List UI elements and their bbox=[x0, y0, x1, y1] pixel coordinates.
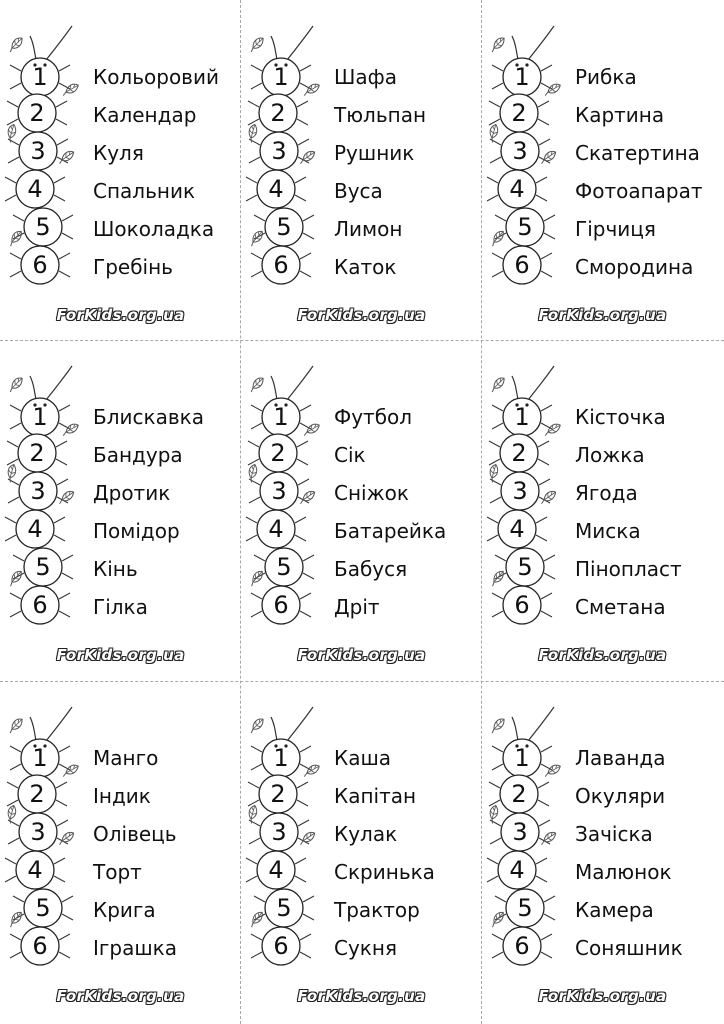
segment-number: 1 bbox=[514, 403, 530, 431]
word-item: Кулак bbox=[334, 822, 398, 846]
word-item: Бабуся bbox=[334, 557, 408, 581]
word-item: Кінь bbox=[93, 557, 138, 581]
segment-number: 2 bbox=[511, 99, 527, 127]
word-card bbox=[0, 340, 241, 680]
antenna-right bbox=[287, 707, 313, 741]
segment-number: 1 bbox=[514, 63, 530, 91]
leaf-icon bbox=[61, 82, 81, 96]
segment-number: 1 bbox=[32, 403, 48, 431]
word-item: Крига bbox=[93, 898, 156, 922]
leaf-icon bbox=[6, 36, 25, 53]
segment-number: 6 bbox=[32, 932, 48, 960]
word-item: Дротик bbox=[93, 481, 171, 505]
leaf-icon bbox=[6, 717, 25, 734]
leaf-icon bbox=[488, 376, 507, 393]
segment-number: 5 bbox=[517, 213, 533, 241]
word-item: Картина bbox=[575, 103, 665, 127]
word-item: Дріт bbox=[334, 595, 380, 619]
segment-number: 2 bbox=[511, 439, 527, 467]
word-item: Спальник bbox=[93, 179, 196, 203]
leaf-icon bbox=[543, 763, 563, 777]
word-item: Індик bbox=[93, 784, 151, 808]
antenna-left bbox=[271, 36, 277, 60]
antenna-right bbox=[528, 366, 554, 400]
segment-number: 3 bbox=[512, 818, 528, 846]
segment-number: 3 bbox=[30, 477, 46, 505]
word-item: Скатертина bbox=[575, 141, 700, 165]
segment-number: 3 bbox=[271, 818, 287, 846]
word-item: Гірчиця bbox=[575, 217, 656, 241]
segment-number: 4 bbox=[27, 856, 43, 884]
word-item: Скринька bbox=[334, 860, 435, 884]
antenna-left bbox=[30, 717, 36, 741]
segment-number: 1 bbox=[273, 403, 289, 431]
word-item: Каток bbox=[334, 255, 397, 279]
leaf-icon bbox=[543, 422, 563, 436]
word-item: Малюнок bbox=[575, 860, 672, 884]
word-item: Сметана bbox=[575, 595, 666, 619]
word-item: Манго bbox=[93, 746, 159, 770]
word-item: Рушник bbox=[334, 141, 415, 165]
leaf-icon bbox=[302, 422, 322, 436]
segment-number: 2 bbox=[511, 780, 527, 808]
segment-number: 5 bbox=[276, 894, 292, 922]
word-item: Помідор bbox=[93, 519, 180, 543]
antenna-right bbox=[287, 26, 313, 60]
segment-number: 4 bbox=[268, 856, 284, 884]
leaf-icon bbox=[247, 229, 265, 247]
segment-number: 4 bbox=[27, 175, 43, 203]
segment-number: 6 bbox=[32, 251, 48, 279]
segment-number: 6 bbox=[514, 932, 530, 960]
word-item: Іграшка bbox=[93, 936, 177, 960]
word-item: Каша bbox=[334, 746, 392, 770]
antenna-left bbox=[30, 36, 36, 60]
antenna-right bbox=[46, 707, 72, 741]
segment-number: 2 bbox=[29, 99, 45, 127]
leaf-icon bbox=[488, 36, 507, 53]
leaf-icon bbox=[247, 717, 266, 734]
site-footer-text: ForKids.org.ua bbox=[297, 646, 426, 664]
word-item: Соняшник bbox=[575, 936, 683, 960]
site-footer-text: ForKids.org.ua bbox=[297, 987, 426, 1005]
leaf-icon bbox=[302, 82, 322, 96]
word-item: Вуса bbox=[334, 179, 383, 203]
word-item: Торт bbox=[93, 860, 142, 884]
site-footer-text: ForKids.org.ua bbox=[56, 987, 185, 1005]
site-footer-text: ForKids.org.ua bbox=[538, 306, 667, 324]
word-card bbox=[0, 681, 241, 1021]
word-card bbox=[241, 0, 482, 340]
segment-number: 1 bbox=[273, 744, 289, 772]
antenna-left bbox=[271, 717, 277, 741]
site-footer-text: ForKids.org.ua bbox=[297, 306, 426, 324]
word-item: Лаванда bbox=[575, 746, 666, 770]
word-card bbox=[241, 340, 482, 680]
leaf-icon bbox=[246, 463, 259, 483]
word-card bbox=[482, 681, 723, 1021]
word-item: Смородина bbox=[575, 255, 694, 279]
segment-number: 1 bbox=[32, 63, 48, 91]
segment-number: 4 bbox=[509, 856, 525, 884]
segment-number: 5 bbox=[276, 213, 292, 241]
antenna-right bbox=[46, 366, 72, 400]
segment-number: 1 bbox=[514, 744, 530, 772]
segment-number: 4 bbox=[27, 515, 43, 543]
word-item: Куля bbox=[93, 141, 144, 165]
word-card bbox=[241, 681, 482, 1021]
leaf-icon bbox=[487, 463, 500, 483]
site-footer-text: ForKids.org.ua bbox=[538, 646, 667, 664]
leaf-icon bbox=[247, 569, 265, 587]
leaf-icon bbox=[246, 804, 259, 824]
segment-number: 6 bbox=[273, 591, 289, 619]
segment-number: 2 bbox=[270, 780, 286, 808]
word-item: Календар bbox=[93, 103, 197, 127]
site-footer-text: ForKids.org.ua bbox=[56, 646, 185, 664]
word-item: Трактор bbox=[334, 898, 420, 922]
word-item: Капітан bbox=[334, 784, 417, 808]
word-item: Миска bbox=[575, 519, 641, 543]
leaf-icon bbox=[487, 123, 500, 143]
segment-number: 6 bbox=[273, 932, 289, 960]
leaf-icon bbox=[247, 376, 266, 393]
word-item: Сукня bbox=[334, 936, 397, 960]
leaf-icon bbox=[6, 229, 24, 247]
segment-number: 5 bbox=[517, 553, 533, 581]
leaf-icon bbox=[488, 229, 506, 247]
word-item: Кісточка bbox=[575, 405, 666, 429]
segment-number: 4 bbox=[268, 515, 284, 543]
segment-number: 4 bbox=[509, 175, 525, 203]
word-item: Шоколадка bbox=[93, 217, 215, 241]
leaf-icon bbox=[246, 123, 259, 143]
antenna-left bbox=[271, 376, 277, 400]
word-item: Олівець bbox=[93, 822, 177, 846]
antenna-right bbox=[528, 707, 554, 741]
segment-number: 5 bbox=[517, 894, 533, 922]
word-item: Футбол bbox=[334, 405, 413, 429]
antenna-left bbox=[512, 36, 518, 60]
segment-number: 6 bbox=[32, 591, 48, 619]
word-card bbox=[482, 0, 723, 340]
word-item: Пінопласт bbox=[575, 557, 682, 581]
word-item: Гілка bbox=[93, 595, 148, 619]
leaf-icon bbox=[6, 569, 24, 587]
segment-number: 2 bbox=[29, 780, 45, 808]
leaf-icon bbox=[6, 376, 25, 393]
word-item: Камера bbox=[575, 898, 654, 922]
word-item: Бандура bbox=[93, 443, 183, 467]
leaf-icon bbox=[488, 717, 507, 734]
word-item: Блискавка bbox=[93, 405, 204, 429]
word-item: Кольоровий bbox=[93, 65, 219, 89]
antenna-right bbox=[287, 366, 313, 400]
segment-number: 3 bbox=[30, 137, 46, 165]
word-item: Ягода bbox=[575, 481, 638, 505]
segment-number: 3 bbox=[30, 818, 46, 846]
word-item: Рибка bbox=[575, 65, 637, 89]
word-item: Окуляри bbox=[575, 784, 666, 808]
word-item: Фотоапарат bbox=[575, 179, 703, 203]
antenna-right bbox=[46, 26, 72, 60]
segment-number: 2 bbox=[270, 439, 286, 467]
word-item: Шафа bbox=[334, 65, 397, 89]
leaf-icon bbox=[543, 82, 563, 96]
segment-number: 3 bbox=[271, 477, 287, 505]
segment-number: 2 bbox=[270, 99, 286, 127]
segment-number: 1 bbox=[273, 63, 289, 91]
segment-number: 6 bbox=[273, 251, 289, 279]
leaf-icon bbox=[5, 463, 18, 483]
word-item: Зачіска bbox=[575, 822, 653, 846]
segment-number: 4 bbox=[509, 515, 525, 543]
leaf-icon bbox=[302, 763, 322, 777]
antenna-left bbox=[30, 376, 36, 400]
word-item: Гребінь bbox=[93, 255, 173, 279]
leaf-icon bbox=[6, 910, 24, 928]
word-item: Ложка bbox=[575, 443, 645, 467]
leaf-icon bbox=[488, 569, 506, 587]
segment-number: 6 bbox=[514, 251, 530, 279]
antenna-right bbox=[528, 26, 554, 60]
leaf-icon bbox=[5, 804, 18, 824]
word-item: Лимон bbox=[334, 217, 403, 241]
word-item: Батарейка bbox=[334, 519, 447, 543]
leaf-icon bbox=[488, 910, 506, 928]
segment-number: 5 bbox=[35, 213, 51, 241]
segment-number: 1 bbox=[32, 744, 48, 772]
site-footer-text: ForKids.org.ua bbox=[56, 306, 185, 324]
segment-number: 5 bbox=[35, 553, 51, 581]
word-item: Тюльпан bbox=[334, 103, 427, 127]
segment-number: 3 bbox=[512, 477, 528, 505]
segment-number: 3 bbox=[271, 137, 287, 165]
segment-number: 5 bbox=[35, 894, 51, 922]
site-footer-text: ForKids.org.ua bbox=[538, 987, 667, 1005]
word-card bbox=[0, 0, 241, 340]
leaf-icon bbox=[61, 422, 81, 436]
leaf-icon bbox=[5, 123, 18, 143]
segment-number: 4 bbox=[268, 175, 284, 203]
segment-number: 3 bbox=[512, 137, 528, 165]
leaf-icon bbox=[487, 804, 500, 824]
antenna-left bbox=[512, 717, 518, 741]
segment-number: 2 bbox=[29, 439, 45, 467]
leaf-icon bbox=[247, 36, 266, 53]
leaf-icon bbox=[247, 910, 265, 928]
antenna-left bbox=[512, 376, 518, 400]
word-item: Сік bbox=[334, 443, 366, 467]
segment-number: 6 bbox=[514, 591, 530, 619]
leaf-icon bbox=[61, 763, 81, 777]
segment-number: 5 bbox=[276, 553, 292, 581]
word-card bbox=[482, 340, 723, 680]
word-item: Сніжок bbox=[334, 481, 409, 505]
